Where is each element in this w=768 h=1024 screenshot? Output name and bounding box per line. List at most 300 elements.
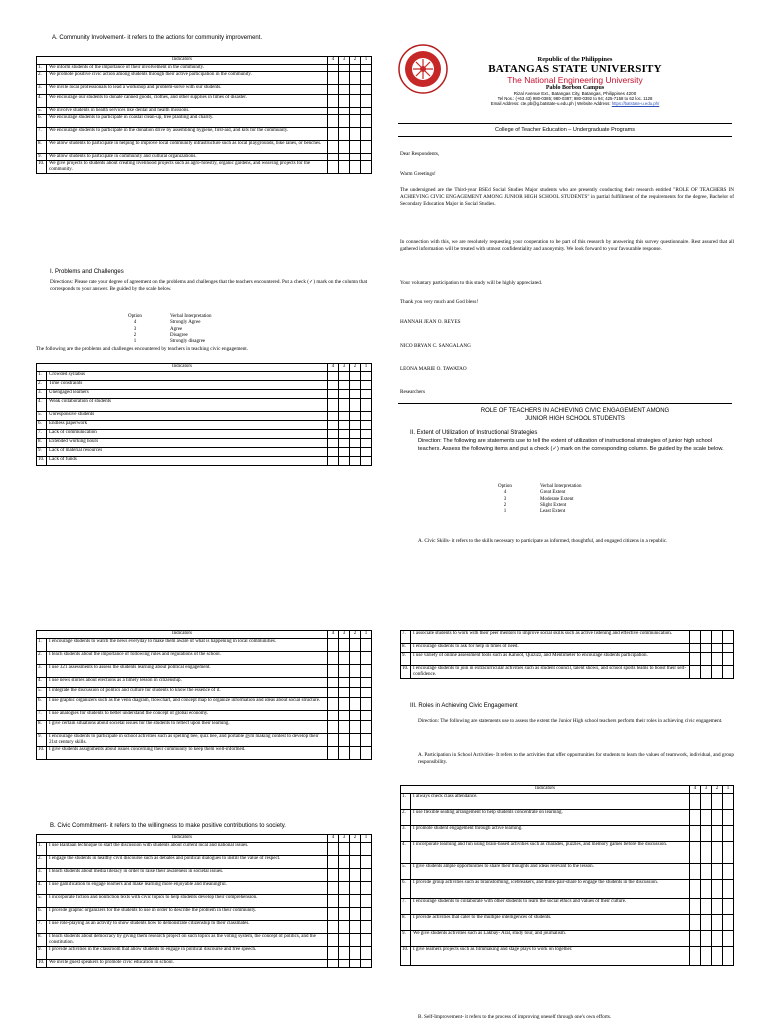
rating-cell[interactable]: [701, 915, 712, 931]
rating-cell[interactable]: [328, 399, 339, 412]
row-number: 3.: [401, 826, 411, 842]
rating-cell[interactable]: [690, 826, 701, 842]
rating-cell[interactable]: [361, 108, 372, 115]
rating-cell[interactable]: [328, 430, 339, 439]
rating-cell[interactable]: [339, 960, 350, 968]
rating-cell[interactable]: [712, 631, 723, 644]
row-number: 7.: [37, 921, 47, 934]
rating-header-2: 2: [350, 57, 361, 65]
rating-cell[interactable]: [701, 794, 712, 810]
table-header-row: [37, 835, 372, 843]
rating-cell[interactable]: [361, 856, 372, 869]
rating-header-3: 3: [701, 786, 712, 794]
rating-cell[interactable]: [690, 931, 701, 947]
rating-cell[interactable]: [701, 810, 712, 826]
rating-cell[interactable]: [328, 721, 339, 734]
rating-cell[interactable]: [350, 934, 361, 947]
indicator-text: I encourage students to ask for help in times of need.: [411, 644, 690, 653]
rating-cell[interactable]: [690, 864, 701, 880]
scale-option: 2: [503, 502, 507, 508]
rating-cell[interactable]: [328, 161, 339, 174]
rating-cell[interactable]: [328, 381, 339, 390]
row-number: 6.: [37, 698, 47, 711]
rating-cell[interactable]: [350, 721, 361, 734]
rating-cell[interactable]: [350, 457, 361, 466]
row-number: 9.: [37, 947, 47, 960]
rating-cell[interactable]: [339, 381, 350, 390]
rating-cell[interactable]: [712, 666, 723, 679]
rating-cell[interactable]: [328, 372, 339, 381]
rating-cell[interactable]: [361, 688, 372, 698]
row-number: 6.: [37, 115, 47, 128]
table-row: [37, 882, 372, 895]
rating-cell[interactable]: [361, 72, 372, 85]
table-row: [37, 399, 372, 412]
rating-cell[interactable]: [328, 448, 339, 457]
rating-cell[interactable]: [328, 115, 339, 128]
rating-cell[interactable]: [328, 141, 339, 154]
rating-cell[interactable]: [328, 921, 339, 934]
rating-cell[interactable]: [361, 843, 372, 856]
rating-cell[interactable]: [350, 412, 361, 421]
rating-cell[interactable]: [712, 644, 723, 653]
rating-cell[interactable]: [328, 698, 339, 711]
researchers-label: Researchers: [400, 389, 426, 395]
row-number: 2.: [37, 856, 47, 869]
indicator-text: I use Balitaan technique to start the discussion with students about current local and national issues.: [47, 843, 328, 856]
rating-cell[interactable]: [328, 421, 339, 430]
rating-cell[interactable]: [339, 115, 350, 128]
rating-cell[interactable]: [328, 65, 339, 72]
rating-cell[interactable]: [361, 734, 372, 747]
rating-cell[interactable]: [701, 826, 712, 842]
rating-cell[interactable]: [328, 108, 339, 115]
rating-cell[interactable]: [350, 921, 361, 934]
rating-cell[interactable]: [712, 931, 723, 947]
rating-cell[interactable]: [339, 421, 350, 430]
rating-cell[interactable]: [690, 947, 701, 966]
rating-cell[interactable]: [350, 960, 361, 968]
scale-option: 2: [133, 332, 137, 338]
rating-cell[interactable]: [701, 631, 712, 644]
rating-cell[interactable]: [701, 842, 712, 864]
rating-cell[interactable]: [339, 882, 350, 895]
rating-cell[interactable]: [339, 895, 350, 908]
rating-cell[interactable]: [350, 141, 361, 154]
rating-cell[interactable]: [339, 390, 350, 399]
rating-cell[interactable]: [328, 947, 339, 960]
rating-cell[interactable]: [350, 108, 361, 115]
scale-interpretation: Slight Extent: [540, 502, 567, 508]
row-number: 6.: [37, 908, 47, 921]
rating-cell[interactable]: [339, 430, 350, 439]
rating-cell[interactable]: [701, 666, 712, 679]
rating-cell[interactable]: [690, 899, 701, 915]
rating-cell[interactable]: [328, 439, 339, 448]
table-row: [401, 842, 734, 864]
rating-cell[interactable]: [328, 843, 339, 856]
rating-cell[interactable]: [328, 85, 339, 95]
skills-continued-table: [400, 630, 734, 679]
rating-cell[interactable]: [361, 652, 372, 665]
indicator-text: Unengaged learners: [47, 390, 328, 399]
row-number: 4.: [37, 678, 47, 688]
rating-cell[interactable]: [350, 128, 361, 141]
rating-cell[interactable]: [361, 448, 372, 457]
rating-cell[interactable]: [350, 747, 361, 760]
rating-cell[interactable]: [361, 711, 372, 721]
rating-cell[interactable]: [723, 899, 734, 915]
table-row: [37, 457, 372, 466]
indicator-text: I give students ample opportunities to share their thoughts and ideas relevant to the lesson.: [411, 864, 690, 880]
rating-cell[interactable]: [361, 412, 372, 421]
rating-cell[interactable]: [350, 72, 361, 85]
letter-paragraph-1: The undersigned are the Third-year BSEd Social Studies Major students who are presently conducting their research entitled "ROLE OF TEACHERS IN ACHIEVING CIVIC ENGAGEMENT AMONG JUNIOR HIGH SCHOOL STUDENTS" in partial fulfillment of the requirements for the degree, Bachelor of Secondary Education Major in Social Studies.: [400, 187, 734, 208]
rating-cell[interactable]: [361, 161, 372, 174]
community-tbody: [37, 57, 372, 174]
indicator-text: I give students assignments about issues concerning their community to keep them well-informed.: [47, 747, 328, 760]
indicator-text: Endless paperwork: [47, 421, 328, 430]
rating-cell[interactable]: [328, 665, 339, 678]
table-row: [37, 141, 372, 154]
row-number: 8.: [401, 915, 411, 931]
rating-cell[interactable]: [723, 631, 734, 644]
indicator-text: Lack of material resources: [47, 448, 328, 457]
rating-cell[interactable]: [339, 678, 350, 688]
rating-cell[interactable]: [350, 652, 361, 665]
table-row: [37, 639, 372, 652]
rating-cell[interactable]: [723, 880, 734, 899]
rating-cell[interactable]: [361, 721, 372, 734]
rating-cell[interactable]: [339, 747, 350, 760]
rating-cell[interactable]: [350, 154, 361, 161]
rating-cell[interactable]: [350, 678, 361, 688]
rating-cell[interactable]: [361, 747, 372, 760]
survey-direction: Direction: The following are statements use to tell the extent of utilization of instructional strategies of junior high school teachers. Assess the following items and put a check (✓) mark on the corresponding column. Be guided by the scale below.: [418, 438, 724, 452]
rating-cell[interactable]: [712, 810, 723, 826]
rating-cell[interactable]: [328, 128, 339, 141]
rating-cell[interactable]: [328, 154, 339, 161]
rating-cell[interactable]: [690, 842, 701, 864]
rating-cell[interactable]: [361, 95, 372, 108]
row-number: 2.: [37, 652, 47, 665]
rating-cell[interactable]: [339, 934, 350, 947]
rating-cell[interactable]: [361, 399, 372, 412]
rating-cell[interactable]: [701, 899, 712, 915]
rating-cell[interactable]: [701, 931, 712, 947]
rating-cell[interactable]: [361, 934, 372, 947]
rating-cell[interactable]: [339, 721, 350, 734]
rating-cell[interactable]: [339, 688, 350, 698]
rating-cell[interactable]: [328, 412, 339, 421]
row-number: 5.: [401, 864, 411, 880]
table-header-row: [37, 57, 372, 65]
rating-cell[interactable]: [339, 665, 350, 678]
row-number: 8.: [37, 934, 47, 947]
indicator-text: Unresponsive students: [47, 412, 328, 421]
rating-cell[interactable]: [339, 869, 350, 882]
table-row: [401, 915, 734, 931]
rating-cell[interactable]: [701, 644, 712, 653]
rating-cell[interactable]: [350, 895, 361, 908]
scale-interpretation: Strongly Agree: [170, 320, 201, 326]
rating-cell[interactable]: [339, 108, 350, 115]
indicator-text: I encourage students to watch the news everyday to make them aware of what is happening in local communities.: [47, 639, 328, 652]
table-row: [37, 390, 372, 399]
table-row: [401, 644, 734, 653]
rating-cell[interactable]: [339, 72, 350, 85]
rating-cell[interactable]: [361, 154, 372, 161]
rating-cell[interactable]: [350, 115, 361, 128]
table-row: [37, 128, 372, 141]
rating-cell[interactable]: [361, 421, 372, 430]
table-row: [401, 653, 734, 666]
rating-cell[interactable]: [361, 85, 372, 95]
rating-cell[interactable]: [361, 141, 372, 154]
rating-cell[interactable]: [361, 960, 372, 968]
rating-cell[interactable]: [339, 457, 350, 466]
rating-cell[interactable]: [701, 947, 712, 966]
table-row: [37, 439, 372, 448]
rating-cell[interactable]: [723, 810, 734, 826]
rating-cell[interactable]: [361, 439, 372, 448]
rating-cell[interactable]: [350, 869, 361, 882]
rating-cell[interactable]: [712, 880, 723, 899]
rating-cell[interactable]: [339, 652, 350, 665]
rating-cell[interactable]: [690, 644, 701, 653]
rating-cell[interactable]: [723, 644, 734, 653]
rating-cell[interactable]: [350, 95, 361, 108]
row-number: 9.: [37, 448, 47, 457]
rating-cell[interactable]: [339, 161, 350, 174]
table-row: [37, 665, 372, 678]
rating-cell[interactable]: [339, 85, 350, 95]
rating-cell[interactable]: [350, 665, 361, 678]
rating-cell[interactable]: [328, 711, 339, 721]
rating-cell[interactable]: [350, 908, 361, 921]
indicator-text: We encourage our students to donate canned goods, clothes, and other supplies in times of disaster.: [47, 95, 328, 108]
indicator-text: I use 321 assessments to assess the students learning about political engagement.: [47, 665, 328, 678]
rating-cell[interactable]: [328, 678, 339, 688]
rating-cell[interactable]: [328, 639, 339, 652]
rating-cell[interactable]: [350, 711, 361, 721]
skills-table: [36, 630, 372, 760]
rating-cell[interactable]: [339, 141, 350, 154]
rating-cell[interactable]: [350, 372, 361, 381]
rating-cell[interactable]: [350, 856, 361, 869]
rating-cell[interactable]: [339, 154, 350, 161]
rating-cell[interactable]: [361, 698, 372, 711]
indicators-header: Indicators: [37, 364, 328, 372]
rating-cell[interactable]: [701, 880, 712, 899]
rating-cell[interactable]: [361, 678, 372, 688]
rating-cell[interactable]: [328, 856, 339, 869]
rating-cell[interactable]: [712, 842, 723, 864]
row-number: 3.: [37, 390, 47, 399]
rating-cell[interactable]: [328, 882, 339, 895]
rating-cell[interactable]: [723, 666, 734, 679]
indicator-text: I use role-playing as an activity to show students how to demonstrate citizenship to their classmates.: [47, 921, 328, 934]
rating-cell[interactable]: [723, 653, 734, 666]
rating-cell[interactable]: [361, 65, 372, 72]
website-link[interactable]: https://batstate-u.edu.ph/: [611, 101, 660, 106]
rating-cell[interactable]: [712, 794, 723, 810]
rating-cell[interactable]: [339, 734, 350, 747]
rating-cell[interactable]: [361, 921, 372, 934]
rating-cell[interactable]: [712, 947, 723, 966]
rating-cell[interactable]: [361, 381, 372, 390]
rating-cell[interactable]: [339, 639, 350, 652]
rating-cell[interactable]: [712, 899, 723, 915]
roles-table: [400, 785, 734, 966]
rating-cell[interactable]: [339, 128, 350, 141]
rating-cell[interactable]: [339, 65, 350, 72]
rating-cell[interactable]: [350, 161, 361, 174]
rating-cell[interactable]: [328, 688, 339, 698]
rating-cell[interactable]: [339, 439, 350, 448]
rating-cell[interactable]: [690, 653, 701, 666]
rating-cell[interactable]: [328, 934, 339, 947]
table-row: [37, 72, 372, 85]
rating-cell[interactable]: [712, 653, 723, 666]
rating-cell[interactable]: [361, 882, 372, 895]
rating-cell[interactable]: [712, 826, 723, 842]
rating-cell[interactable]: [350, 698, 361, 711]
rating-cell[interactable]: [723, 931, 734, 947]
rating-cell[interactable]: [350, 381, 361, 390]
rating-cell[interactable]: [361, 457, 372, 466]
rating-cell[interactable]: [690, 810, 701, 826]
rating-cell[interactable]: [339, 399, 350, 412]
rating-cell[interactable]: [361, 665, 372, 678]
rating-cell[interactable]: [350, 843, 361, 856]
rating-cell[interactable]: [361, 947, 372, 960]
rating-cell[interactable]: [723, 794, 734, 810]
letter-paragraph-3: Your voluntary participation to this study will be highly appreciated.: [400, 280, 543, 286]
rating-cell[interactable]: [361, 895, 372, 908]
rating-cell[interactable]: [350, 65, 361, 72]
indicator-text: I use news stories about elections as a timely lesson in citizenship.: [47, 678, 328, 688]
rating-cell[interactable]: [328, 895, 339, 908]
university-tagline: The National Engineering University: [507, 75, 643, 85]
rating-cell[interactable]: [350, 399, 361, 412]
row-number: 2.: [37, 381, 47, 390]
rating-cell[interactable]: [361, 869, 372, 882]
rating-cell[interactable]: [712, 915, 723, 931]
rating-cell[interactable]: [350, 639, 361, 652]
rating-cell[interactable]: [328, 747, 339, 760]
rating-cell[interactable]: [723, 842, 734, 864]
rating-cell[interactable]: [690, 666, 701, 679]
rating-cell[interactable]: [339, 843, 350, 856]
rating-cell[interactable]: [350, 734, 361, 747]
rating-cell[interactable]: [690, 880, 701, 899]
rating-cell[interactable]: [350, 947, 361, 960]
row-number: 8.: [37, 721, 47, 734]
rating-cell[interactable]: [339, 947, 350, 960]
rating-cell[interactable]: [339, 372, 350, 381]
rating-cell[interactable]: [339, 921, 350, 934]
rating-cell[interactable]: [339, 856, 350, 869]
scale-option: 1: [133, 339, 137, 344]
survey-title: ROLE OF TEACHERS IN ACHIEVING CIVIC ENGAGEMENT AMONG JUNIOR HIGH SCHOOL STUDENTS: [480, 408, 670, 422]
rating-cell[interactable]: [361, 430, 372, 439]
rating-cell[interactable]: [328, 734, 339, 747]
telephone-numbers: Tel Nos.: (+63 43) 980-0385; 980-0387; 980-0392 to 94; 425-7158 to 62 loc. 1128: [497, 96, 653, 101]
rating-cell[interactable]: [350, 85, 361, 95]
rating-cell[interactable]: [350, 688, 361, 698]
rating-header-2: 2: [350, 364, 361, 372]
rating-cell[interactable]: [701, 864, 712, 880]
rating-cell[interactable]: [328, 457, 339, 466]
rating-cell[interactable]: [339, 448, 350, 457]
college-divider: [398, 136, 732, 137]
scale-interpretation: Verbal Interpretation: [170, 314, 212, 319]
rating-cell[interactable]: [690, 915, 701, 931]
rating-cell[interactable]: [361, 115, 372, 128]
table-row: [37, 161, 372, 174]
rating-cell[interactable]: [350, 421, 361, 430]
table-row: [37, 421, 372, 430]
table-row: [37, 843, 372, 856]
table-header-row: [37, 631, 372, 639]
rating-cell[interactable]: [361, 128, 372, 141]
table-row: [37, 856, 372, 869]
rating-cell[interactable]: [350, 882, 361, 895]
table-row: [37, 65, 372, 72]
rating-cell[interactable]: [339, 908, 350, 921]
indicator-text: Lack of funds: [47, 457, 328, 466]
rating-cell[interactable]: [361, 908, 372, 921]
rating-cell[interactable]: [339, 412, 350, 421]
rating-cell[interactable]: [361, 372, 372, 381]
rating-cell[interactable]: [328, 960, 339, 968]
row-number: 10.: [37, 457, 47, 466]
rating-cell[interactable]: [350, 390, 361, 399]
rating-header-2: 2: [712, 786, 723, 794]
table-row: [401, 899, 734, 915]
rating-cell[interactable]: [350, 448, 361, 457]
letter-thanks: Thank you very much and God bless!: [400, 299, 479, 305]
rating-cell[interactable]: [723, 826, 734, 842]
rating-cell[interactable]: [339, 95, 350, 108]
rating-cell[interactable]: [361, 390, 372, 399]
rating-cell[interactable]: [328, 652, 339, 665]
rating-cell[interactable]: [328, 869, 339, 882]
rating-cell[interactable]: [328, 72, 339, 85]
rating-cell[interactable]: [723, 947, 734, 966]
letter-paragraph-2: In connection with this, we are resolutely requesting your cooperation to be part of this research by answering this survey questionnaire. Rest assured that all gathered information will be treated with utmost confidentiality and anonymity. We look forward to your favourable response.: [400, 239, 734, 253]
rating-cell[interactable]: [339, 698, 350, 711]
rating-cell[interactable]: [690, 794, 701, 810]
rating-cell[interactable]: [723, 915, 734, 931]
rating-cell[interactable]: [328, 390, 339, 399]
rating-cell[interactable]: [361, 639, 372, 652]
rating-cell[interactable]: [350, 430, 361, 439]
indicator-text: I provide activities that cater to the multiple intelligences of students.: [411, 915, 690, 931]
scale-option: Option: [498, 484, 512, 489]
rating-cell[interactable]: [328, 908, 339, 921]
row-number: 6.: [401, 880, 411, 899]
rating-cell[interactable]: [690, 631, 701, 644]
indicator-text: I use flexible seating arrangement to help students concentrate on learning.: [411, 810, 690, 826]
rating-cell[interactable]: [712, 864, 723, 880]
rating-cell[interactable]: [328, 95, 339, 108]
rating-cell[interactable]: [339, 711, 350, 721]
rating-cell[interactable]: [723, 864, 734, 880]
rating-cell[interactable]: [350, 439, 361, 448]
rating-cell[interactable]: [701, 653, 712, 666]
